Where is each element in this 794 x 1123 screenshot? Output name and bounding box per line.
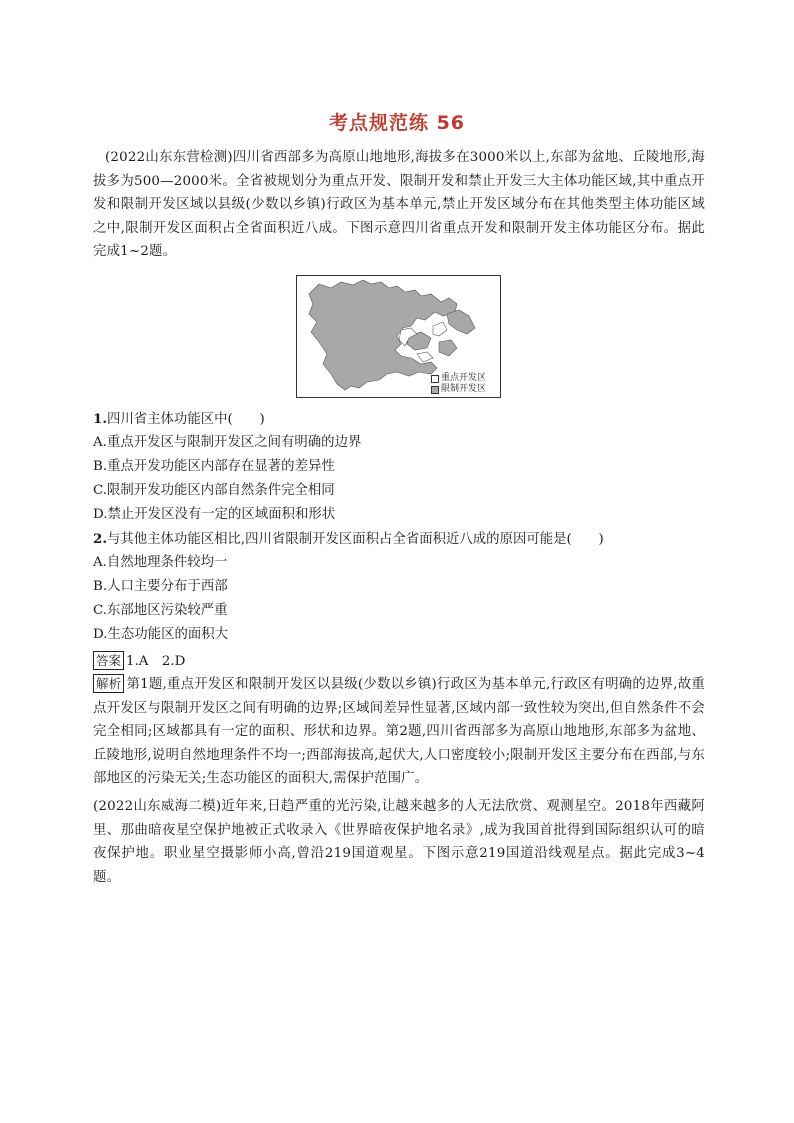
- explanation-passage: 解析 第1题,重点开发区和限制开发区以县级(少数以乡镇)行政区为基本单元,行政区有明确的边界,故重点开发区与限制开发区之间有明确的边界;区域间差异性显著,区域内部一致性较为突出,但自然条件不会完全相同;区域都具有一定的面积、形状和边界。第2题,四川省西部多为高原山地地形,东部多为盆地、丘陵地形,说明自然地理条件不均一;西部海拔高,起伏大,人口密度较小;限制开发区主要分布在西部,与东部地区的污染无关;生态功能区的面积大,需保护范围广。: [93, 676, 705, 787]
- intro-passage-1: (2022山东东营检测)四川省西部多为高原山地地形,海拔多在3000米以上,东部为盆地、丘陵地形,海拔多为500—2000米。全省被规划分为重点开发、限制开发和禁止开发三大主体功能区域,其中重点开发和限制开发区域以县级(少数以乡镇)行政区为基本单元,禁止开发区域分布在其他类型主体功能区域之中,限制开发区面积占全省面积近八成。下图示意四川省重点开发和限制开发主体功能区分布。据此完成1~2题。: [93, 150, 705, 260]
- question-2-option-d: D.生态功能区的面积大: [93, 627, 229, 642]
- legend-swatch-white: [431, 375, 439, 383]
- page-title: 考点规范练 56: [328, 112, 466, 134]
- question-1-stem: 1.四川省主体功能区中( ): [93, 411, 265, 427]
- answer-tag: 答案: [93, 651, 124, 670]
- question-2-option-a: A.自然地理条件较均一: [93, 555, 228, 570]
- map-legend: [431, 373, 497, 395]
- question-2-option-b: B.人口主要分布于西部: [93, 579, 228, 594]
- legend-item-restricted: 限制开发区: [431, 384, 497, 395]
- question-2-option-c: C.东部地区污染较严重: [93, 603, 228, 618]
- legend-swatch-gray: [431, 386, 439, 394]
- intro-passage-2: (2022山东威海二模)近年来,日趋严重的光污染,让越来越多的人无法欣赏、观测星空。2018年西藏阿里、那曲暗夜星空保护地被正式收录入《世界暗夜保护地名录》,成为我国首批得到国际组织认可的暗夜保护地。职业星空摄影师小高,曾沿219国道观星。下图示意219国道沿线观星点。据此完成3~4题。: [93, 799, 705, 885]
- question-1-option-c: C.限制开发功能区内部自然条件完全相同: [93, 483, 335, 498]
- question-1-option-b: B.重点开发功能区内部存在显著的差异性: [93, 459, 335, 474]
- question-1-option-a: A.重点开发区与限制开发区之间有明确的边界: [93, 435, 362, 450]
- question-1-option-d: D.禁止开发区没有一定的区域面积和形状: [93, 507, 336, 522]
- sichuan-function-zone-map: [296, 275, 501, 398]
- explanation-tag: 解析: [93, 674, 124, 693]
- question-2-stem: 2.与其他主体功能区相比,四川省限制开发区面积占全省面积近八成的原因可能是( ): [93, 531, 604, 547]
- legend-item-key-development: 重点开发区: [431, 373, 497, 384]
- answer-line: 答案 1.A 2.D: [93, 651, 185, 673]
